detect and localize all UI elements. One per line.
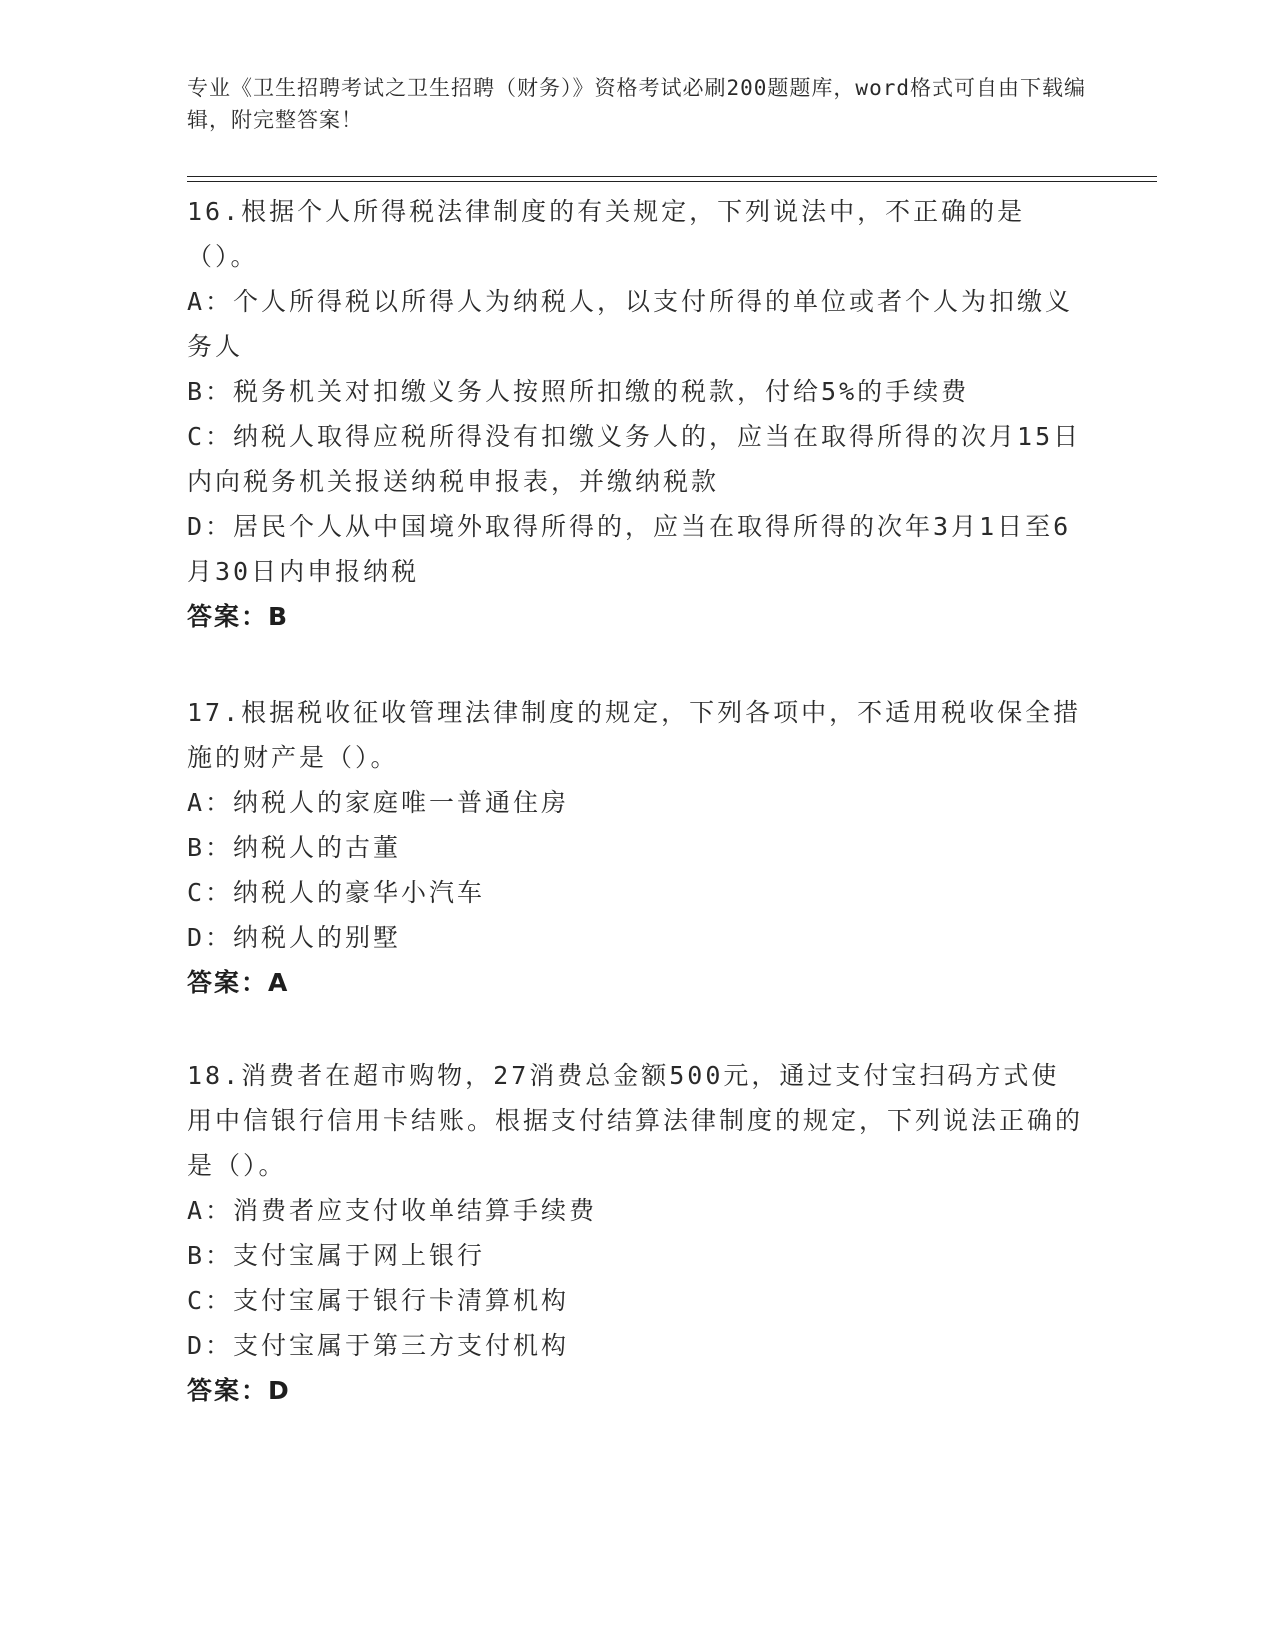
option-a: A：个人所得税以所得人为纳税人，以支付所得的单位或者个人为扣缴义务人 [187, 287, 1074, 361]
question-16 [187, 189, 1087, 639]
option-b: B：税务机关对扣缴义务人按照所扣缴的税款，付给5%的手续费 [187, 377, 970, 406]
header-divider-bottom [187, 181, 1157, 182]
question-stem: 18.消费者在超市购物，27消费总金额500元，通过支付宝扫码方式使用中信银行信用卡结账。根据支付结算法律制度的规定，下列说法正确的是（）。 [187, 1061, 1084, 1180]
question-18 [187, 1053, 1087, 1413]
answer-label: 答案：B [187, 602, 290, 631]
option-d: D：支付宝属于第三方支付机构 [187, 1331, 570, 1360]
question-17 [187, 690, 1087, 1005]
option-a: A：消费者应支付收单结算手续费 [187, 1196, 598, 1225]
header-divider-top [187, 176, 1157, 177]
option-c: C：支付宝属于银行卡清算机构 [187, 1286, 570, 1315]
question-stem: 16.根据个人所得税法律制度的有关规定，下列说法中，不正确的是（）。 [187, 197, 1026, 271]
answer-label: 答案：A [187, 968, 290, 997]
option-c: C：纳税人的豪华小汽车 [187, 878, 486, 907]
option-a: A：纳税人的家庭唯一普通住房 [187, 788, 570, 817]
option-b: B：纳税人的古董 [187, 833, 402, 862]
answer-label: 答案：D [187, 1376, 291, 1405]
option-b: B：支付宝属于网上银行 [187, 1241, 486, 1270]
document-header: 专业《卫生招聘考试之卫生招聘（财务）》资格考试必刷200题题库，word格式可自由下载编辑，附完整答案！ [187, 76, 1086, 132]
option-d: D：居民个人从中国境外取得所得的，应当在取得所得的次年3月1日至6月30日内申报纳税 [187, 512, 1072, 586]
option-c: C：纳税人取得应税所得没有扣缴义务人的，应当在取得所得的次月15日内向税务机关报送纳税申报表，并缴纳税款 [187, 422, 1082, 496]
question-stem: 17.根据税收征收管理法律制度的规定，下列各项中，不适用税收保全措施的财产是（）。 [187, 698, 1082, 772]
option-d: D：纳税人的别墅 [187, 923, 402, 952]
